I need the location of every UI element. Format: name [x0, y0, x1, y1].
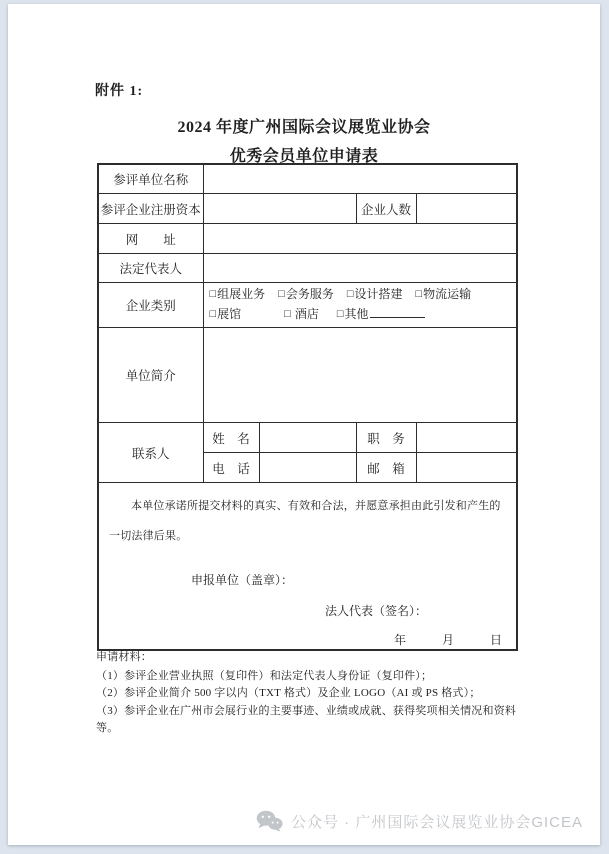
- checkbox-icon: □: [284, 308, 291, 320]
- website-label: 网 址: [98, 224, 203, 254]
- table-row: [98, 483, 517, 651]
- employee-count-field: [416, 194, 517, 224]
- contact-title-field: [416, 423, 517, 453]
- attachment-label: 附件 1:: [95, 84, 144, 99]
- wechat-icon: [256, 810, 283, 832]
- contact-label: 联系人: [98, 423, 203, 483]
- category-option-label: 设计搭建: [354, 287, 403, 301]
- materials-item-3: （3）参评企业在广州市会展行业的主要事迹、业绩或成就、获得奖项相关情况和资料等。: [96, 704, 517, 734]
- checkbox-icon: □: [278, 288, 285, 300]
- registered-capital-field: [203, 194, 356, 224]
- table-row: [98, 164, 517, 194]
- table-row: [98, 328, 517, 423]
- table-row: [98, 194, 517, 224]
- legal-representative-label: 法定代表人: [98, 254, 203, 283]
- contact-name-label: 姓 名: [203, 423, 259, 453]
- declaration-promise-text: 本单位承诺所提交材料的真实、有效和合法，并愿意承担由此引发和产生的一切法律后果。: [109, 500, 501, 542]
- other-fill-in-line: [370, 306, 425, 318]
- employee-count-label: 企业人数: [356, 194, 416, 224]
- document-page: [8, 4, 600, 845]
- unit-name-field: [203, 164, 517, 194]
- category-option: [210, 285, 266, 305]
- category-option-other: [337, 305, 425, 325]
- declaring-unit-seal-label: 申报单位（盖章）：: [191, 573, 294, 587]
- profile-label: 单位简介: [98, 328, 203, 423]
- category-option-label: 酒店: [291, 307, 319, 321]
- contact-title-label: 职 务: [356, 423, 416, 453]
- doc-title-line2: 优秀会员单位申请表: [229, 148, 379, 165]
- table-row: [98, 423, 517, 453]
- contact-email-field: [416, 453, 517, 483]
- materials-item-1: （1）参评企业营业执照（复印件）和法定代表人身份证（复印件）；: [96, 669, 433, 682]
- website-field: [203, 224, 517, 254]
- category-option: [210, 305, 242, 325]
- materials-item-2: （2）参评企业简介 500 字以内（TXT 格式）及企业 LOGO（AI 或 PS 格式）；: [96, 687, 481, 699]
- profile-field: [203, 328, 517, 423]
- category-option: [347, 285, 403, 305]
- category-option-label: 物流运输: [423, 287, 472, 301]
- category-option-label: 其他: [344, 307, 369, 321]
- category-option-label: 组展业务: [217, 287, 266, 301]
- registered-capital-label: 参评企业注册资本: [98, 194, 203, 224]
- table-row: [98, 224, 517, 254]
- table-row: [98, 283, 517, 328]
- contact-email-label: 邮 箱: [356, 453, 416, 483]
- checkbox-icon: □: [209, 288, 217, 300]
- contact-phone-field: [259, 453, 356, 483]
- category-option: [278, 285, 334, 305]
- application-materials-section: [96, 649, 528, 738]
- legal-rep-signature-label: 法人代表（签名）：: [325, 604, 428, 618]
- doc-title-line1: 2024 年度广州国际会议展览业协会: [177, 119, 431, 136]
- wechat-watermark: [256, 810, 583, 832]
- category-options-line2: [210, 305, 517, 325]
- unit-name-label: 参评单位名称: [98, 164, 203, 194]
- category-option-label: 会务服务: [285, 287, 334, 301]
- category-label: 企业类别: [98, 283, 203, 328]
- category-option: [416, 285, 472, 305]
- category-option-label: 展馆: [217, 307, 242, 321]
- date-line: 年 月 日: [393, 633, 502, 647]
- materials-heading: 申请材料：: [96, 651, 152, 663]
- contact-name-field: [259, 423, 356, 453]
- legal-representative-field: [203, 254, 517, 283]
- category-option: [284, 305, 319, 325]
- declaration-cell: [98, 483, 517, 651]
- checkbox-icon: □: [209, 308, 217, 320]
- category-options-line1: [210, 285, 517, 305]
- checkbox-icon: □: [415, 288, 423, 300]
- contact-phone-label: 电 话: [203, 453, 259, 483]
- category-options-cell: [203, 283, 517, 328]
- watermark-text: 公众号 · 广州国际会议展览业协会GICEA: [291, 813, 584, 831]
- table-row: [98, 254, 517, 283]
- application-form-table: [97, 163, 518, 651]
- checkbox-icon: □: [336, 308, 344, 320]
- checkbox-icon: □: [346, 288, 354, 300]
